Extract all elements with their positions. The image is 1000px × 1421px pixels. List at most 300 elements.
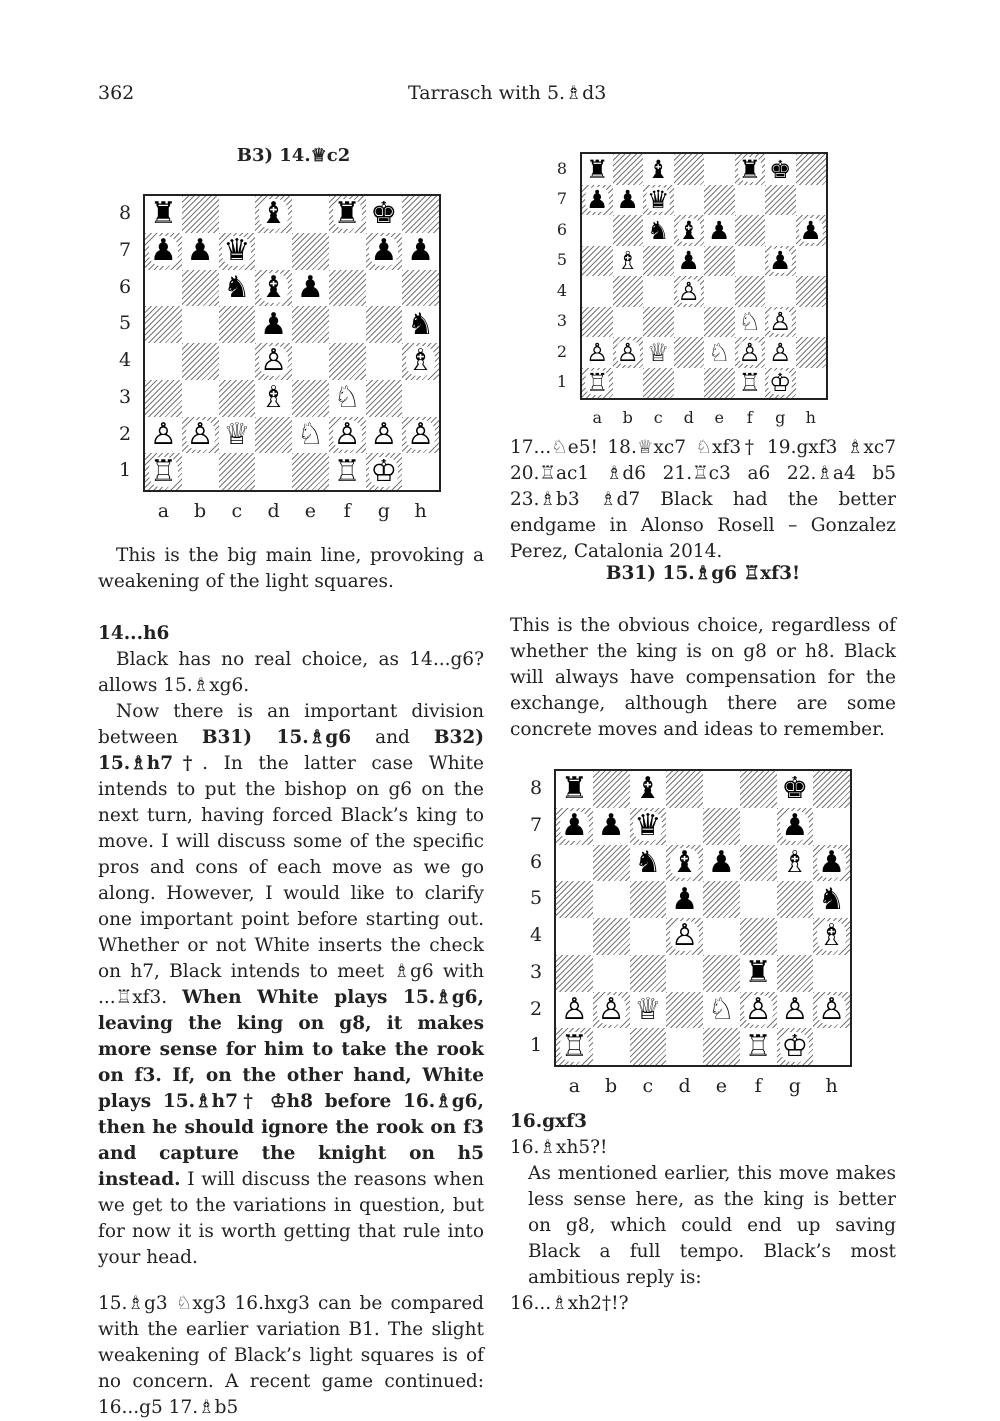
square-a1 [145,453,182,490]
chess-piece: ♙ [677,276,700,306]
chess-piece: ♘ [708,337,731,367]
square-a2 [556,992,593,1029]
square-b3 [182,380,219,417]
square-e7 [292,233,329,270]
file-label: b [194,500,207,522]
move-heading: 14...h6 [98,623,170,644]
chess-piece: ♔ [370,453,398,489]
chess-piece: ♜ [744,955,772,991]
file-label: f [343,500,351,522]
square-a3 [556,955,593,992]
square-e5 [703,881,740,918]
square-b6 [593,845,630,882]
chess-piece: ♜ [333,196,361,232]
chess-piece: ♔ [769,368,792,398]
square-b6 [182,270,219,307]
square-f2 [735,337,766,368]
chess-diagram-2 [510,152,896,442]
rank-label: 2 [556,341,568,361]
square-g2 [765,337,796,368]
paragraph-3: 15.♗g3 ♘xg3 16.hxg3 can be compared with the earlier variation B1. The slight weakening of Black’s light squares is of no concern. A recent game continued: 16...g5 17.♗b5 [98,1293,484,1418]
variation-line-1: 16.♗xh5?! [510,1137,608,1158]
chess-piece: ♙ [260,343,288,379]
square-h8 [796,154,827,185]
square-f8 [329,196,366,233]
square-h5 [402,306,439,343]
square-d8 [255,196,292,233]
square-g6 [366,270,403,307]
square-f6 [735,215,766,246]
square-g3 [777,955,814,992]
chess-piece: ♜ [149,196,177,232]
square-b8 [613,154,644,185]
square-a1 [556,1028,593,1065]
square-h7 [402,233,439,270]
chess-piece: ♖ [586,368,609,398]
chess-piece: ♙ [560,991,588,1027]
square-g3 [366,380,403,417]
square-g5 [777,881,814,918]
rank-label: 1 [529,1034,543,1057]
file-label: c [231,500,243,522]
square-h4 [402,343,439,380]
square-h5 [813,881,850,918]
square-g6 [777,845,814,882]
square-e2 [703,992,740,1029]
chess-piece: ♖ [738,368,761,398]
chess-piece: ♟ [597,808,625,844]
chess-piece: ♘ [296,416,324,452]
p2-bold-3: When White plays 15.♗g6, leaving the king on g8, it makes more sense for him to take the rook on f3. If, on the other hand, White plays 15.♗h7† ♔h8 before 16.♗g6, then he should ignore the rook on f3 and capture the knight on h5 instead. [98,987,484,1190]
square-e3 [703,955,740,992]
square-d6 [255,270,292,307]
p2-text-3: . In the latter case White intends to put the bishop on g6 on the next turn, having forced Black’s king to move. I will discuss some of the specific pros and cons of each move as we go along. However, I would like to clarify one important point before starting out. Whether or not White inserts the check on h7, Black intends to meet ♗g6 with ...♖xf3. [98,753,484,1008]
chess-piece: ♟ [260,306,288,342]
square-h1 [402,453,439,490]
file-label: d [678,1075,691,1097]
square-h2 [402,417,439,454]
chess-piece: ♞ [223,269,251,305]
square-c8 [643,154,674,185]
square-d5 [255,306,292,343]
chessboard [580,152,828,400]
chess-piece: ♚ [769,154,792,184]
square-h8 [402,196,439,233]
rank-label: 4 [556,280,568,300]
square-a7 [145,233,182,270]
rank-label: 3 [529,960,543,983]
square-d4 [666,918,703,955]
square-e2 [292,417,329,454]
square-a4 [145,343,182,380]
chess-piece: ♞ [818,881,846,917]
square-g5 [366,306,403,343]
square-g4 [777,918,814,955]
square-d3 [666,955,703,992]
square-d4 [674,276,705,307]
square-h4 [813,918,850,955]
square-d1 [674,368,705,399]
square-h8 [813,771,850,808]
file-label: c [653,408,663,427]
square-g6 [765,215,796,246]
section-text: This is the obvious choice, regardless of whether the king is on g8 or h8. Black will always have compensation for the exchange, although there are some concrete moves and ideas to remember. [510,615,896,740]
file-label: f [754,1075,762,1097]
chess-piece: ♝ [260,196,288,232]
chess-piece: ♖ [333,453,361,489]
square-b5 [593,881,630,918]
square-c3 [219,380,256,417]
square-d3 [674,307,705,338]
file-label: g [775,408,786,427]
square-d2 [666,992,703,1029]
square-d6 [674,215,705,246]
square-h3 [402,380,439,417]
square-a4 [556,918,593,955]
square-b7 [593,808,630,845]
chess-piece: ♗ [818,918,846,954]
right-column [510,145,896,1314]
chess-piece: ♟ [296,269,324,305]
rank-label: 6 [556,219,568,239]
square-c3 [643,307,674,338]
chess-piece: ♟ [818,844,846,880]
chess-piece: ♕ [634,991,662,1027]
square-f2 [740,992,777,1029]
square-c5 [643,246,674,277]
square-d1 [666,1028,703,1065]
square-h5 [796,246,827,277]
square-c4 [630,918,667,955]
square-a8 [556,771,593,808]
square-f1 [740,1028,777,1065]
square-d7 [255,233,292,270]
square-e3 [292,380,329,417]
square-c6 [219,270,256,307]
square-d6 [666,845,703,882]
square-a4 [582,276,613,307]
paragraph-2 [98,699,484,1271]
square-e8 [703,771,740,808]
square-g4 [765,276,796,307]
chess-piece: ♛ [647,185,670,215]
chess-piece: ♟ [616,185,639,215]
chess-piece: ♚ [370,196,398,232]
square-b5 [182,306,219,343]
chess-piece: ♙ [149,416,177,452]
square-h6 [796,215,827,246]
rank-label: 2 [529,997,543,1020]
square-d3 [255,380,292,417]
game-text: 17...♘e5! 18.♕xc7 ♘xf3† 19.gxf3 ♗xc7 20.♖ac1 ♗d6 21.♖c3 a6 22.♗a4 b5 23.♗b3 ♗d7 Black had the better endgame in Alonso Rosell – Gonzalez Perez, Catalonia 2014. [510,437,896,562]
file-label: d [683,408,694,427]
running-head: Tarrasch with 5.♗d3 [408,82,607,104]
variation-note: As mentioned earlier, this move makes less sense here, as the king is better on g8, which could end up saving Black a full tempo. Black’s most ambitious reply is: [528,1163,896,1288]
square-e1 [704,368,735,399]
square-c2 [630,992,667,1029]
square-a1 [582,368,613,399]
square-d1 [255,453,292,490]
rank-label: 5 [556,250,568,270]
square-b5 [613,246,644,277]
rank-label: 6 [529,850,543,873]
square-b3 [593,955,630,992]
chess-piece: ♙ [781,991,809,1027]
square-a6 [556,845,593,882]
rank-label: 7 [529,813,543,836]
chess-piece: ♘ [333,380,361,416]
paragraph-1: Black has no real choice, as 14...g6? allows 15.♗xg6. [98,649,484,696]
square-e5 [704,246,735,277]
chess-piece: ♟ [707,844,735,880]
square-e7 [703,808,740,845]
square-g1 [777,1028,814,1065]
square-a3 [582,307,613,338]
square-f3 [329,380,366,417]
chess-piece: ♙ [407,416,435,452]
square-e5 [292,306,329,343]
square-c6 [630,845,667,882]
square-c1 [219,453,256,490]
square-b6 [613,215,644,246]
chess-piece: ♙ [186,416,214,452]
square-f7 [740,808,777,845]
square-f5 [329,306,366,343]
chess-piece: ♕ [223,416,251,452]
square-f8 [735,154,766,185]
chess-piece: ♟ [407,233,435,269]
chess-piece: ♟ [149,233,177,269]
chess-piece: ♙ [818,991,846,1027]
p2-bold-2: B32) 15.♗h7† [98,727,484,774]
square-a7 [582,185,613,216]
square-b2 [613,337,644,368]
square-h7 [813,808,850,845]
rank-label: 5 [529,887,543,910]
square-d4 [255,343,292,380]
chess-piece: ♙ [333,416,361,452]
square-d5 [674,246,705,277]
chess-piece: ♟ [781,808,809,844]
chess-piece: ♜ [586,154,609,184]
chess-piece: ♙ [586,337,609,367]
chess-piece: ♙ [597,991,625,1027]
square-b7 [182,233,219,270]
square-c7 [630,808,667,845]
square-e1 [292,453,329,490]
rank-label: 6 [118,275,132,298]
diagram-title: B3) 14.♕c2 [236,145,351,166]
square-c2 [219,417,256,454]
square-d8 [666,771,703,808]
square-g8 [366,196,403,233]
square-e7 [704,185,735,216]
square-g7 [366,233,403,270]
square-e8 [704,154,735,185]
square-g1 [765,368,796,399]
rank-label: 4 [529,924,543,947]
square-f7 [329,233,366,270]
square-d8 [674,154,705,185]
file-label: a [592,408,603,427]
chess-piece: ♟ [708,215,731,245]
variation-line-2: 16...♗xh2†!? [510,1293,629,1314]
file-label: c [642,1075,654,1097]
square-g3 [765,307,796,338]
square-g1 [366,453,403,490]
chess-piece: ♙ [671,918,699,954]
square-e1 [703,1028,740,1065]
chess-piece: ♖ [744,1028,772,1064]
square-b4 [182,343,219,380]
file-label: g [377,500,390,522]
square-h7 [796,185,827,216]
chess-piece: ♕ [647,337,670,367]
square-h3 [813,955,850,992]
chess-piece: ♙ [370,416,398,452]
chessboard [143,194,441,492]
chess-piece: ♙ [616,337,639,367]
chess-piece: ♟ [186,233,214,269]
rank-label: 5 [118,312,132,335]
chess-piece: ♗ [616,246,639,276]
square-b8 [593,771,630,808]
chess-piece: ♘ [707,991,735,1027]
chess-piece: ♙ [744,991,772,1027]
square-e4 [703,918,740,955]
square-e3 [704,307,735,338]
square-f5 [740,881,777,918]
square-h3 [796,307,827,338]
square-f4 [329,343,366,380]
file-label: e [715,1075,727,1097]
chess-piece: ♖ [560,1028,588,1064]
file-label: e [714,408,724,427]
square-d7 [674,185,705,216]
chess-piece: ♘ [738,307,761,337]
square-b2 [182,417,219,454]
square-e4 [292,343,329,380]
square-a6 [582,215,613,246]
file-label: b [622,408,633,427]
square-f6 [329,270,366,307]
rank-label: 8 [556,158,568,178]
square-b2 [593,992,630,1029]
square-d2 [674,337,705,368]
chess-piece: ♗ [407,343,435,379]
chess-piece: ♟ [799,215,822,245]
square-b8 [182,196,219,233]
square-a5 [556,881,593,918]
rank-label: 1 [118,459,132,482]
square-b1 [182,453,219,490]
square-g8 [777,771,814,808]
page-number: 362 [98,82,135,104]
square-g7 [765,185,796,216]
file-label: d [267,500,280,522]
square-g2 [777,992,814,1029]
square-a6 [145,270,182,307]
square-e8 [292,196,329,233]
square-c1 [630,1028,667,1065]
square-a3 [145,380,182,417]
chess-piece: ♙ [769,307,792,337]
rank-label: 8 [118,202,132,225]
chess-piece: ♞ [634,844,662,880]
square-b7 [613,185,644,216]
chess-piece: ♗ [781,844,809,880]
square-c8 [630,771,667,808]
chess-piece: ♟ [671,881,699,917]
square-d5 [666,881,703,918]
chess-piece: ♔ [781,1028,809,1064]
rank-label: 2 [118,422,132,445]
square-h2 [796,337,827,368]
square-h1 [796,368,827,399]
square-f3 [735,307,766,338]
square-f4 [740,918,777,955]
square-g7 [777,808,814,845]
rank-label: 1 [556,372,568,392]
square-h2 [813,992,850,1029]
chess-piece: ♙ [738,337,761,367]
square-c4 [643,276,674,307]
square-a8 [582,154,613,185]
rank-label: 3 [118,385,132,408]
square-c8 [219,196,256,233]
square-c2 [643,337,674,368]
square-a7 [556,808,593,845]
square-h6 [402,270,439,307]
chess-piece: ♝ [671,844,699,880]
chess-diagram-3 [510,769,896,1109]
p2-text-4: I will discuss the reasons when we get to the variations in question, but for now it is worth getting that rule into your head. [98,1169,484,1268]
square-f5 [735,246,766,277]
chess-piece: ♞ [407,306,435,342]
file-label: e [304,500,316,522]
chess-piece: ♖ [149,453,177,489]
square-b1 [613,368,644,399]
square-d7 [666,808,703,845]
file-label: g [788,1075,801,1097]
square-c5 [630,881,667,918]
chess-piece: ♜ [738,154,761,184]
square-c1 [643,368,674,399]
square-e4 [704,276,735,307]
square-c3 [630,955,667,992]
file-label: h [414,500,427,522]
move-heading-2: 16.gxf3 [510,1111,587,1132]
chess-piece: ♟ [560,808,588,844]
square-b4 [613,276,644,307]
square-f1 [329,453,366,490]
p2-text-2: and [351,727,434,748]
square-h1 [813,1028,850,1065]
square-g8 [765,154,796,185]
rank-label: 4 [118,349,132,372]
file-label: b [605,1075,618,1097]
square-c5 [219,306,256,343]
chess-piece: ♜ [560,771,588,807]
square-f3 [740,955,777,992]
square-b4 [593,918,630,955]
rank-label: 7 [118,238,132,261]
square-d2 [255,417,292,454]
square-f7 [735,185,766,216]
square-e6 [292,270,329,307]
square-a8 [145,196,182,233]
square-e6 [703,845,740,882]
